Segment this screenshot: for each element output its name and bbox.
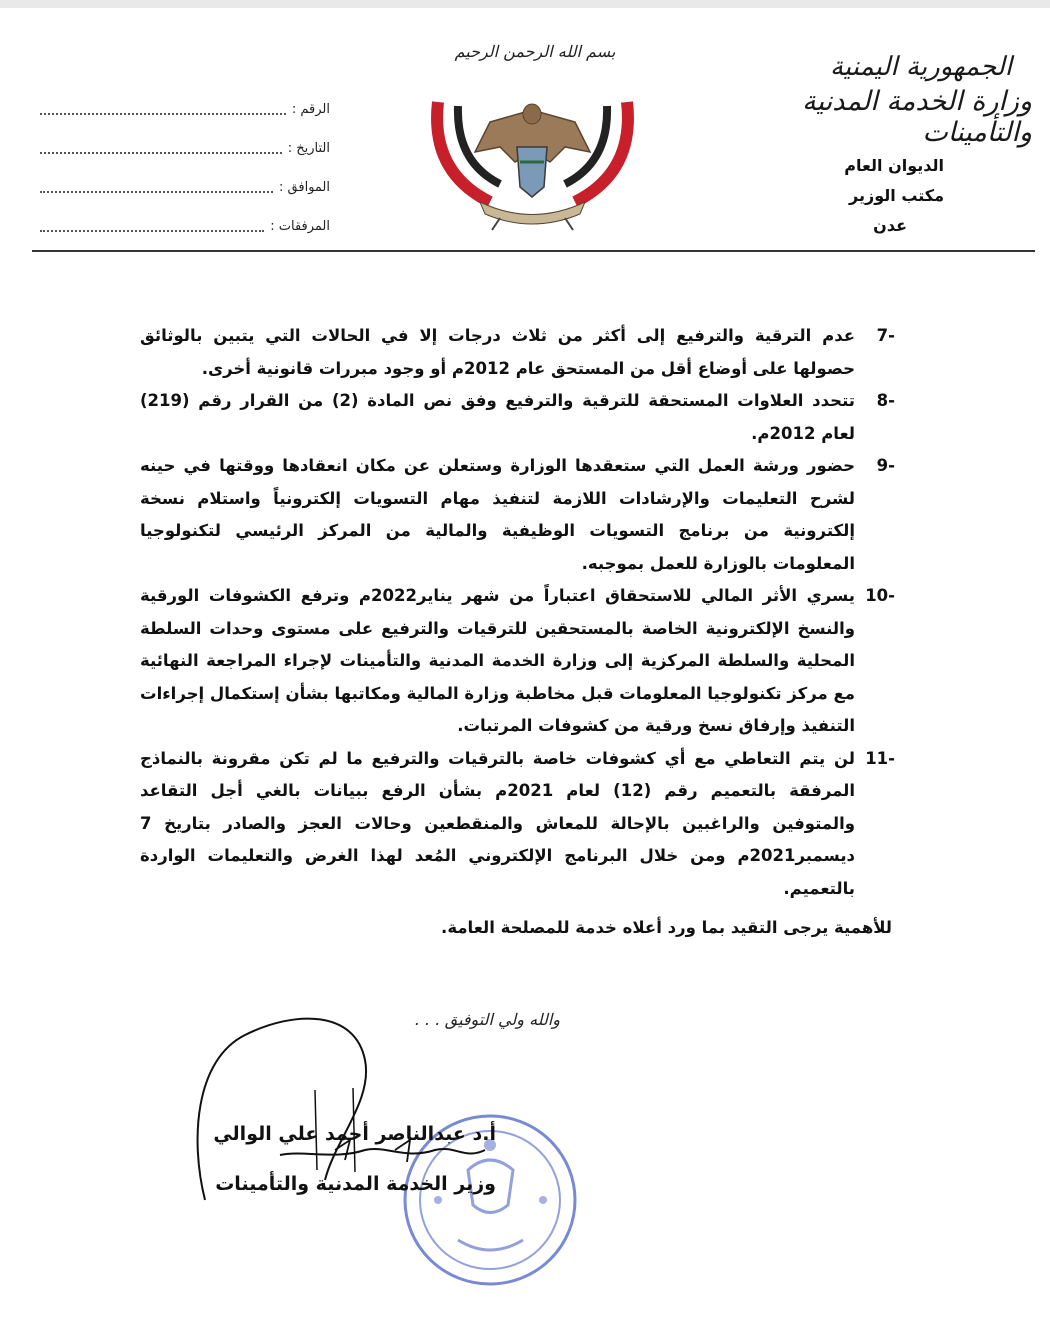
letterhead-right <box>732 52 1032 238</box>
letter-body <box>140 320 895 905</box>
closing-wishes: والله ولي التوفيق . . . <box>414 1010 560 1029</box>
closing-line: للأهمية يرجى التقيد بما ورد أعلاه خدمة للمصلحة العامة. <box>441 918 892 937</box>
header-divider <box>32 250 1035 252</box>
field-attachments: المرفقات : <box>40 207 330 246</box>
list-item <box>140 385 895 450</box>
list-item <box>140 450 895 580</box>
item-number: 8- <box>876 391 895 410</box>
top-band <box>0 0 1050 8</box>
signatory-name: أ.د عبدالناصر أحمد علي الوالي <box>213 1123 496 1145</box>
ministry-name: وزارة الخدمة المدنية والتأمينات <box>802 86 1032 148</box>
item-text: حضور ورشة العمل التي ستعقدها الوزارة وستعلن عن مكان انعقادها ووقتها في حينه لشرح التعليمات والإرشادات اللازمة لتنفيذ مهام التسويات إلكترونياً واستلام نسخة إلكترونية من برنامج التسويات الوظيفية والمالية من المركز الرئيسي لتكنولوجيا المعلومات بالوزارة للعمل بموجبه. <box>140 456 855 573</box>
item-number: 11- <box>865 748 895 768</box>
eagle-emblem <box>420 92 645 232</box>
item-number: 7- <box>876 326 895 345</box>
signatory-title: وزير الخدمة المدنية والتأمينات <box>215 1173 496 1195</box>
item-text: يسري الأثر المالي للاستحقاق اعتباراً من شهر يناير2022م وترفع الكشوفات الورقية والنسخ الإلكترونية الخاصة بالمستحقين للترقيات والترفيع على مستوى وحدات السلطة المحلية والسلطة المركزية إلى وزارة الخدمة المدنية والتأمينات لإجراء المراجعة النهائية مع مركز تكنولوجيا المعلومات قبل مخاطبة وزارة المالية ومكاتبها بشأن إستكمال إجراءات التنفيذ وإرفاق نسخ ورقية من كشوفات المرتبات. <box>140 586 855 735</box>
item-number: 10- <box>865 586 895 605</box>
field-date: التاريخ : <box>40 129 330 168</box>
office-minister: مكتب الوزير <box>849 186 944 205</box>
list-item <box>140 743 895 906</box>
office-city: عدن <box>873 216 907 235</box>
basmala: بسم الله الرحمن الرحيم <box>454 42 616 61</box>
item-number: 9- <box>876 456 895 475</box>
office-general: الديوان العام <box>844 156 944 175</box>
item-text: عدم الترقية والترفيع إلى أكثر من ثلاث درجات إلا في الحالات التي يتبين بالوثائق حصولها على أوضاع أقل من المستحق عام 2012م أو وجود مبررات قانونية أخرى. <box>140 326 855 378</box>
field-number: الرقم : <box>40 90 330 129</box>
list-item <box>140 580 895 743</box>
item-text: لن يتم التعاطي مع أي كشوفات خاصة بالترقيات والترفيع ما لم تكن مقرونة بالنماذج المرفقة بالتعميم رقم (12) لعام 2021م بشأن الرفع ببيانات بالغي أجل التقاعد والمتوفين والراغبين بالإحالة للمعاش والمنقطعين وحالات العجز والصادر بتاريخ 7 ديسمبر2021م ومن خلال البرنامج الإلكتروني المُعد لهذا الغرض والتعليمات الواردة بالتعميم. <box>140 748 855 898</box>
list-item <box>140 320 895 385</box>
field-corresponding: الموافق : <box>40 168 330 207</box>
republic-name: الجمهورية اليمنية <box>829 52 1012 82</box>
item-text: تتحدد العلاوات المستحقة للترقية والترفيع وفق نص المادة (2) من القرار رقم (219) لعام 2012م. <box>140 391 855 443</box>
reference-fields <box>40 90 330 246</box>
handwritten-signature <box>185 1000 515 1210</box>
